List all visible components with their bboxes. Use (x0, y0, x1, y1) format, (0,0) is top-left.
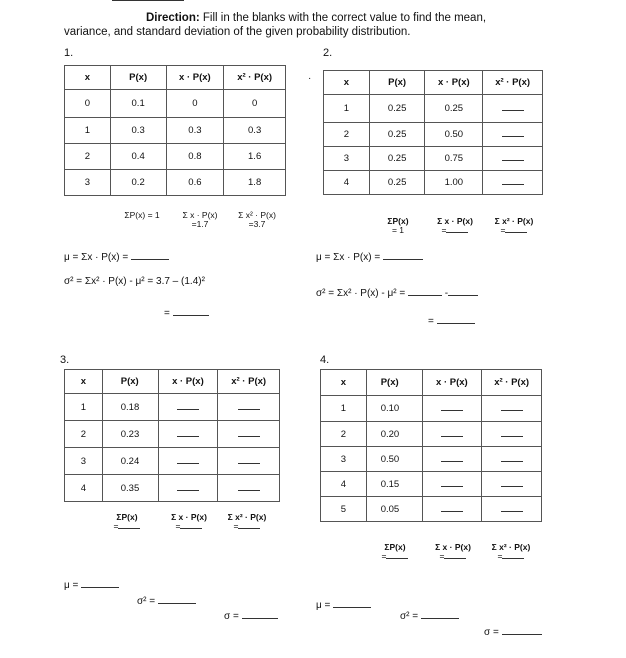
cell-x: 3 (324, 147, 370, 171)
cell-x: 5 (321, 497, 367, 522)
problem-2-variance-result: = (428, 316, 475, 327)
header-xp: x · P(x) (158, 370, 218, 394)
problem-1-variance: σ² = Σx² · P(x) - μ² = 3.7 – (1.4)² (64, 276, 205, 287)
answer-blank[interactable] (437, 316, 475, 324)
problem-3-table (64, 369, 280, 502)
header-xp: x · P(x) (166, 66, 224, 90)
cell-xp: 0.50 (425, 123, 483, 147)
cell-p: 0.3 (110, 118, 166, 144)
header-x2p: x² · P(x) (224, 66, 286, 90)
table-row (65, 144, 286, 170)
cell-x: 3 (321, 447, 367, 472)
cell-x: 1 (324, 95, 370, 123)
problem-1-sum-p: ΣP(x) = 1 (124, 210, 160, 220)
cell-x2p: 1.8 (224, 170, 286, 196)
table-row (321, 497, 542, 522)
table-row (65, 118, 286, 144)
cell-x2p[interactable] (482, 396, 542, 422)
answer-blank[interactable] (333, 600, 371, 608)
cell-x2p[interactable] (482, 472, 542, 497)
cell-x: 2 (324, 123, 370, 147)
problem-3-sum-xp: Σ x · P(x) = (171, 512, 207, 531)
direction-text (64, 11, 584, 39)
cell-x2p[interactable] (483, 147, 543, 171)
table-row (321, 447, 542, 472)
cell-p: 0.25 (369, 95, 425, 123)
cell-x2p: 1.6 (224, 144, 286, 170)
header-x: x (324, 71, 370, 95)
answer-blank[interactable] (408, 288, 442, 296)
table-row (324, 123, 543, 147)
problem-3-sigma: σ = (224, 611, 278, 622)
header-x: x (65, 370, 103, 394)
cell-x: 4 (321, 472, 367, 497)
header-x: x (65, 66, 111, 90)
table-row (65, 170, 286, 196)
header-x: x (321, 370, 367, 396)
table-row (65, 448, 280, 475)
cell-xp[interactable] (422, 422, 482, 447)
direction-label: Direction: (146, 12, 200, 24)
cell-x: 3 (65, 448, 103, 475)
problem-4-table (320, 369, 542, 522)
cell-p: 0.05 (366, 497, 422, 522)
header-x2p: x² · P(x) (482, 370, 542, 396)
cell-xp[interactable] (422, 497, 482, 522)
answer-blank[interactable] (421, 611, 459, 619)
table-row (65, 421, 280, 448)
answer-blank[interactable] (383, 252, 423, 260)
cell-x2p[interactable] (483, 95, 543, 123)
cell-xp[interactable] (422, 447, 482, 472)
cell-p: 0.24 (102, 448, 158, 475)
header-x2p: x² · P(x) (218, 370, 280, 394)
top-rule (112, 0, 184, 1)
answer-blank[interactable] (173, 308, 209, 316)
cell-xp[interactable] (422, 396, 482, 422)
cell-p: 0.25 (369, 123, 425, 147)
direction-line-1: Fill in the blanks with the correct value to find the mean, (202, 12, 487, 24)
cell-xp: 0.25 (425, 95, 483, 123)
answer-blank[interactable] (180, 523, 202, 529)
cell-p: 0.2 (110, 170, 166, 196)
header-x2p: x² · P(x) (483, 71, 543, 95)
table-row (324, 171, 543, 195)
problem-2-number: 2. (323, 47, 333, 59)
cell-x: 2 (65, 421, 103, 448)
cell-p: 0.35 (102, 475, 158, 502)
answer-blank[interactable] (502, 627, 542, 635)
problem-2-table (323, 70, 543, 195)
cell-x: 1 (65, 394, 103, 421)
cell-x: 4 (324, 171, 370, 195)
cell-p: 0.10 (366, 396, 422, 422)
cell-x: 0 (65, 90, 111, 118)
problem-3-number: 3. (60, 354, 70, 366)
answer-blank[interactable] (502, 553, 524, 559)
cell-xp: 0.3 (166, 118, 224, 144)
answer-blank[interactable] (444, 553, 466, 559)
problem-4-sigma2: σ² = (400, 611, 459, 622)
cell-xp[interactable] (158, 421, 218, 448)
cell-x2p: 0.3 (224, 118, 286, 144)
table-row (321, 472, 542, 497)
problem-2-sum-x2p: Σ x² · P(x) = (494, 216, 534, 235)
cell-p: 0.4 (110, 144, 166, 170)
cell-xp[interactable] (158, 475, 218, 502)
problem-2-sum-xp: Σ x · P(x) = (437, 216, 473, 235)
problem-4-sum-p: ΣP(x) = (370, 543, 420, 561)
table-row (324, 147, 543, 171)
problem-1-number: 1. (64, 47, 74, 59)
answer-blank[interactable] (81, 580, 119, 588)
table-row (65, 394, 280, 421)
cell-xp: 0.6 (166, 170, 224, 196)
cell-x2p[interactable] (482, 497, 542, 522)
table-row (65, 475, 280, 502)
cell-xp[interactable] (158, 394, 218, 421)
cell-x2p[interactable] (483, 123, 543, 147)
table-row (321, 396, 542, 422)
cell-xp: 1.00 (425, 171, 483, 195)
problem-1-table (64, 65, 286, 196)
answer-blank[interactable] (131, 252, 169, 260)
problem-4-sigma: σ = (484, 627, 542, 638)
header-p: P(x) (366, 370, 422, 396)
cell-x2p[interactable] (218, 421, 280, 448)
problem-2-mean: μ = Σx · P(x) = (316, 252, 423, 263)
problem-1-sum-x2p: Σ x² · P(x) =3.7 (238, 210, 276, 229)
cell-x: 2 (65, 144, 111, 170)
cell-x: 1 (65, 118, 111, 144)
cell-xp: 0.8 (166, 144, 224, 170)
problem-4-mu: μ = (316, 600, 371, 611)
answer-blank[interactable] (446, 227, 468, 233)
table-row (65, 90, 286, 118)
cell-xp[interactable] (158, 448, 218, 475)
cell-x2p[interactable] (483, 171, 543, 195)
answer-blank[interactable] (238, 523, 260, 529)
cell-p: 0.18 (102, 394, 158, 421)
problem-1-sum-xp: Σ x · P(x) =1.7 (182, 210, 218, 229)
cell-p: 0.20 (366, 422, 422, 447)
cell-p: 0.15 (366, 472, 422, 497)
cell-p: 0.23 (102, 421, 158, 448)
header-p: P(x) (110, 66, 166, 90)
problem-1-variance-result: = (164, 308, 209, 319)
table-row (321, 422, 542, 447)
cell-p: 0.50 (366, 447, 422, 472)
cell-x2p[interactable] (218, 475, 280, 502)
header-xp: x · P(x) (422, 370, 482, 396)
bullet-dot: · (308, 73, 312, 84)
header-p: P(x) (369, 71, 425, 95)
answer-blank[interactable] (118, 523, 140, 529)
cell-x2p: 0 (224, 90, 286, 118)
cell-x: 4 (65, 475, 103, 502)
problem-4-number: 4. (320, 354, 330, 366)
cell-x2p[interactable] (482, 422, 542, 447)
cell-p: 0.1 (110, 90, 166, 118)
cell-p: 0.25 (369, 147, 425, 171)
problem-1-mean: μ = Σx · P(x) = (64, 252, 169, 263)
answer-blank[interactable] (242, 611, 278, 619)
cell-x: 1 (321, 396, 367, 422)
cell-x: 2 (321, 422, 367, 447)
answer-blank[interactable] (386, 553, 408, 559)
cell-x2p[interactable] (218, 448, 280, 475)
answer-blank[interactable] (505, 227, 527, 233)
answer-blank[interactable] (448, 288, 478, 296)
problem-3-sum-x2p: Σ x² · P(x) = (227, 512, 267, 531)
problem-4-sum-x2p: Σ x² · P(x) = (491, 542, 531, 561)
problem-2-variance: σ² = Σx² · P(x) - μ² = - (316, 288, 478, 299)
problem-3-sum-p: ΣP(x) = (102, 513, 152, 531)
cell-x: 3 (65, 170, 111, 196)
problem-3-sigma2: σ² = (137, 596, 196, 607)
table-row (324, 95, 543, 123)
problem-3-mu: μ = (64, 580, 119, 591)
cell-xp: 0.75 (425, 147, 483, 171)
problem-2-sum-p: ΣP(x) = 1 (387, 216, 409, 235)
cell-xp[interactable] (422, 472, 482, 497)
cell-p: 0.25 (369, 171, 425, 195)
cell-x2p[interactable] (482, 447, 542, 472)
cell-xp: 0 (166, 90, 224, 118)
answer-blank[interactable] (158, 596, 196, 604)
problem-4-sum-xp: Σ x · P(x) = (435, 542, 471, 561)
header-p: P(x) (102, 370, 158, 394)
direction-line-2: variance, and standard deviation of the given probability distribution. (64, 26, 411, 38)
header-xp: x · P(x) (425, 71, 483, 95)
cell-x2p[interactable] (218, 394, 280, 421)
